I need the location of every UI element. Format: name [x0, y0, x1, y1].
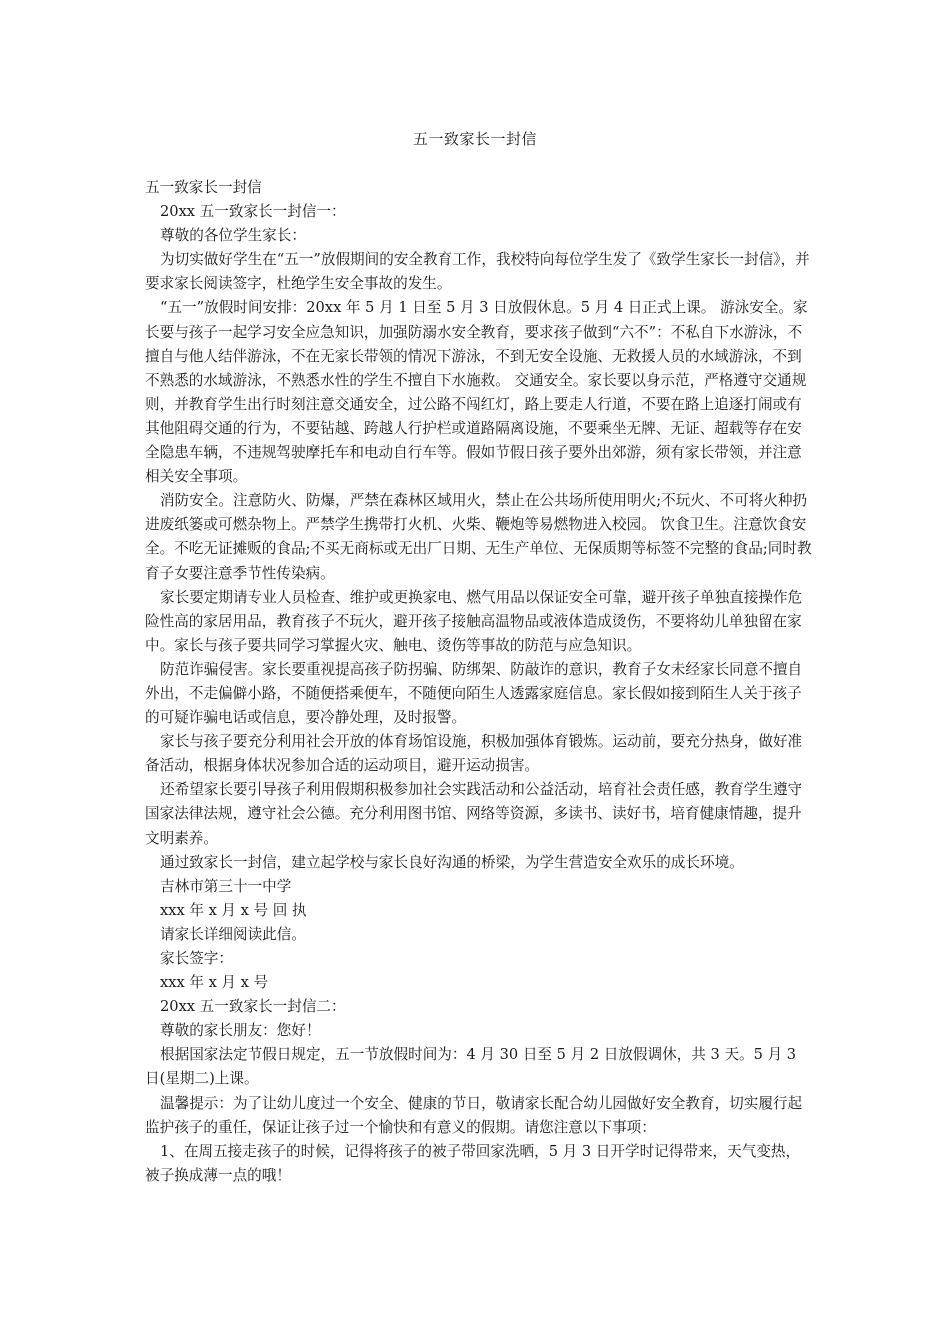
paragraph: xxx 年 x 月 x 号	[160, 974, 269, 992]
paragraph: 吉林市第三十一中学	[160, 877, 292, 895]
paragraph: 1、在周五接走孩子的时候，记得将孩子的被子带回家洗晒，5 月 3 日开学时记得带来，天气变热，被子换成薄一点的哦！	[145, 1142, 801, 1184]
paragraph: 根据国家法定节假日规定，五一节放假时间为：4 月 30 日至 5 月 2 日放假调休，共 3 天。5 月 3 日(星期二)上课。	[145, 1046, 797, 1088]
paragraph: 请家长详细阅读此信。	[160, 925, 306, 943]
paragraph: 家长与孩子要充分利用社会开放的体育场馆设施，积极加强体育锻炼。运动前，要充分热身，做好准备活动，根据身体状况参加合适的运动项目，避开运动损害。	[145, 733, 803, 775]
document-title: 五一致家长一封信	[412, 130, 537, 148]
paragraph: 还希望家长要引导孩子利用假期积极参加社会实践活动和公益活动，培育社会责任感，教育学生遵守国家法律法规，遵守社会公德。充分利用图书馆、网络等资源，多读书、读好书，培育健康情趣，提升文明素养。	[145, 781, 803, 847]
paragraph: 尊敬的各位学生家长：	[160, 227, 306, 245]
paragraph: 通过致家长一封信，建立起学校与家长良好沟通的桥梁，为学生营造安全欢乐的成长环境。	[160, 853, 744, 871]
paragraph: 为切实做好学生在“五一”放假期间的安全教育工作，我校特向每位学生发了《致学生家长一封信》，并要求家长阅读签字，杜绝学生安全事故的发生。	[145, 251, 810, 293]
paragraph: 家长要定期请专业人员检查、维护或更换家电、燃气用品以保证安全可靠，避开孩子单独直接操作危险性高的家居用品，教育孩子不玩火，避开孩子接触高温物品或液体造成烫伤，不要将幼儿单独留在家中。家长与孩子要共同学习掌握火灾、触电、烫伤等事故的防范与应急知识。	[145, 588, 803, 654]
paragraph: “五一”放假时间安排：20xx 年 5 月 1 日至 5 月 3 日放假休息。5 月 4 日正式上课。 游泳安全。家长要与孩子一起学习安全应急知识，加强防溺水安全教育，要求孩子做到“六不”：不私自下水游泳，不擅自与他人结伴游泳，不在无家长带领的情况下游泳，不到无安全设施、无救援人员的水域游泳，不到不熟悉的水域游泳，不熟悉水性的学生不擅自下水施救。 交通安全。家长要以身示范，严格遵守交通规则，并教育学生出行时刻注意交通安全，过公路不闯红灯，路上要走人行道，不要在路上追逐打闹或有其他阻碍交通的行为，不要钻越、跨越人行护栏或道路隔离设施，不要乘坐无牌、无证、超载等存在安全隐患车辆，不违规驾驶摩托车和电动自行车等。假如节假日孩子要外出郊游，须有家长带领，并注意相关安全事项。	[145, 299, 808, 486]
paragraph: 家长签字：	[160, 950, 233, 967]
paragraph: xxx 年 x 月 x 号 回 执	[160, 901, 307, 919]
paragraph: 20xx 五一致家长一封信一：	[160, 203, 346, 221]
paragraph: 温馨提示：为了让幼儿度过一个安全、健康的节日，敬请家长配合幼儿园做好安全教育，切实履行起监护孩子的重任，保证让孩子过一个愉快和有意义的假期。请您注意以下事项：	[145, 1094, 803, 1136]
document-body	[145, 176, 813, 1188]
paragraph: 五一致家长一封信	[145, 179, 262, 196]
paragraph: 尊敬的家长朋友：您好！	[160, 1022, 321, 1040]
paragraph: 防范诈骗侵害。家长要重视提高孩子防拐骗、防绑架、防敲诈的意识，教育子女未经家长同意不擅自外出，不走偏僻小路，不随便搭乘便车，不随便向陌生人透露家庭信息。家长假如接到陌生人关于孩子的可疑诈骗电话或信息，要冷静处理，及时报警。	[145, 660, 803, 727]
paragraph: 20xx 五一致家长一封信二：	[160, 998, 346, 1016]
paragraph: 消防安全。注意防火、防爆，严禁在森林区域用火，禁止在公共场所使用明火;不玩火、不可将火种扔进废纸篓或可燃杂物上。严禁学生携带打火机、火柴、鞭炮等易燃物进入校园。 饮食卫生。注意饮食安全。不吃无证摊贩的食品;不买无商标或无出厂日期、无生产单位、无保质期等标签不完整的食品;同时教育子女要注意季节性传染病。	[145, 492, 812, 582]
